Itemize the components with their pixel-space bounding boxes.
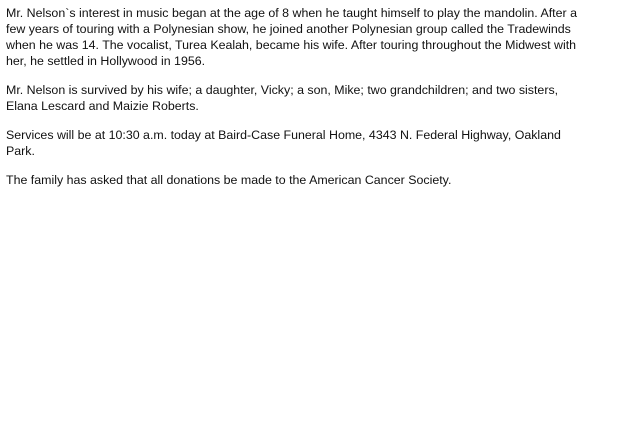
text-line: her, he settled in Hollywood in 1956. xyxy=(6,54,206,68)
paragraph-services xyxy=(6,127,638,159)
paragraph-music-career xyxy=(6,5,638,69)
paragraph-survivors xyxy=(6,82,638,114)
text-line: Elana Lescard and Maizie Roberts. xyxy=(6,99,199,113)
text-line: Mr. Nelson is survived by his wife; a daughter, Vicky; a son, Mike; two grandchildren; and two sisters, xyxy=(6,83,559,97)
text-line: when he was 14. The vocalist, Turea Kealah, became his wife. After touring throughout the Midwest with xyxy=(6,38,577,52)
document-body xyxy=(6,5,638,201)
text-line: Mr. Nelson`s interest in music began at the age of 8 when he taught himself to play the mandolin. After a xyxy=(6,6,577,20)
text-line: The family has asked that all donations be made to the American Cancer Society. xyxy=(6,173,452,187)
text-line: Park. xyxy=(6,144,35,158)
paragraph-donations xyxy=(6,172,638,188)
text-line: few years of touring with a Polynesian show, he joined another Polynesian group called the Tradewinds xyxy=(6,22,571,36)
text-line: Services will be at 10:30 a.m. today at Baird-Case Funeral Home, 4343 N. Federal Highway, Oakland xyxy=(6,128,561,142)
